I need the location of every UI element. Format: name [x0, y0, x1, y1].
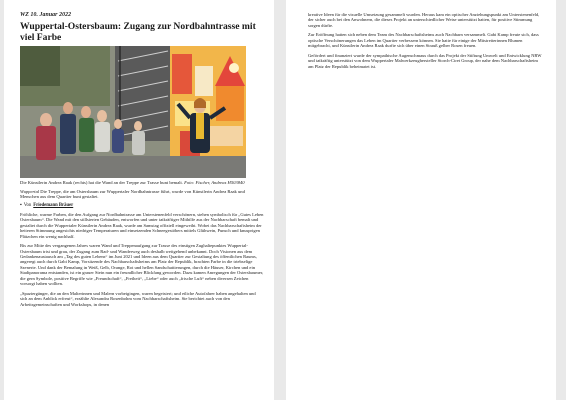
author-name-link[interactable]: Friedemann Bräuer [33, 202, 74, 208]
author-prefix: Von [23, 202, 32, 208]
article-headline: Wuppertal-Ostersbaum: Zugang zur Nordbahntrasse mit viel Farbe [20, 21, 256, 43]
article-paragraph: kreative Ideen für die visuelle Umsetzung gesammelt wurden. Heraus kam ein optischer Anziehungspunkt am Unterstenenfeld, der sicher auch bei den Anwohnern, die dieses Projekt an unterschiedlicher Weise unterstützt hatten, für positive Stimmung sorgen dürfte. [308, 12, 540, 28]
article-lead [20, 189, 264, 200]
article-paragraph: Zur Eröffnung hatten sich neben dem Team des Nachbarschaftsheims auch Nachbarn versammelt. Gabi Kamp freute sich, dass optische Verschönerungen das Leben im Quartier verbessern können. Sie hatte für einige der Mitstreiterinnen Blumen mitgebracht, und Künstlerin Andrea Raak durfte sich über einen Strauß gelber Rosen freuen. [308, 32, 539, 49]
article-paragraph: „Spaziergänger, die an den Malterinnen und Malern vorbeigingen, waren begeistert; und etliche Autofahrer haben angehalten und sich an dem Anblick erfreut“, erzählte Alexandra Rosenbohm vom Nachbarschaftsheim. Sie berichtet auch von den Arbeitsgemeinschaften und Workshops, in denen [20, 290, 256, 307]
newspaper-date: WZ 10. Januar 2022 [20, 12, 72, 18]
article-paragraph: Gefördert und finanziert wurde der sympathische Augenschmaus durch das Projekt der Stiftung Umwelt und Entwicklung NRW und tatkräftig unterstützt von dem Wuppertaler Malwerkzeughersteller Storch-Ciret Group, der nahe dem Nachbarschaftsheim am Platz der Republik beheimatet ist. [308, 52, 542, 69]
article-lead-text: Die Treppe, die am Ostersbaum zur Wuppertaler Nordbahntrasse führt, wurde von Künstlerin Andrea Raak und Menschen aus dem Quartier bunt gestaltet. [20, 188, 245, 200]
photo-caption [20, 180, 264, 186]
article-paragraph: Bis zur Mitte des vergangenen Jahres waren Wand und Treppenaufgang zur Trasse des einstigen Zughaltepunktes Wuppertal-Ostersbaum trist und grau, der Zugang zum Rad- und Wanderweg auch deshalb weitgehend unbekannt. Doch Visionen aus dem Gedankenaustausch am „Tag des guten Lebens“ im Juni 2021 und Ideen aus dem Quartier zur Gestaltung des öffentlichen Raums, angeregt auch durch Gabi Kamp, Vorsitzende des Nachbarschaftsheims am Platz der Republik, brachten Farbe in die triebselige Szenerie. Und dank der Bemalung in Weiß, Gelb, Orange, Rot und hellen Sandschattierungen, durch die Häuser, Kirchen und ein Stadtpanorama entstanden, ist ein grauer Stein nun ein freundlicher Blickfang geworden. Dazu kamen Anregungen der Ostersbaumer, die gern Symbole, positive Begriffe wie „Freundschaft“, „Freiheit“, „Liebe“ oder auch „frische Luft“ neben diversen Zeichen vorsorgt haben wollten. [20, 243, 264, 287]
article-photo [20, 46, 246, 178]
article-paragraph: Fröhliche, warme Farben, die den Aufgang zur Nordbahntrasse am Unterstenenfeld verschönern, stehen symbolisch für „Gutes Leben Ostersbaum“. Die Wand mit den stillsierten Gebäuden, entworfen und unter tatkräftiger Mithilfe aus der Nachbarschaft bemalt und gestaltet durch die Wuppertaler Künstlerin Andrea Raak, wurde am Samstag offiziell eingeweiht. Wobei das Nachbarschaftsheim der heiteren Stimmung angesichts niedriger Temperaturen und einsetzenden Schneegestöbers mittels Glühwein, Punsch und knusprigen Plätzchen ein wenig nachhalf. [20, 211, 264, 239]
author-line [20, 203, 264, 208]
photo-credit: Foto: Fischer, Andreas H503840 [184, 180, 245, 185]
left-page [4, 0, 274, 400]
article-lead-location: Wuppertal [20, 188, 40, 194]
photo-illustration [20, 46, 246, 178]
author-bullet-icon: ▪ [20, 202, 22, 208]
right-page [286, 0, 556, 400]
photo-caption-text: Die Künstlerin Andrea Raak (rechts) hat die Wand an der Treppe zur Trasse bunt bemalt. [20, 180, 183, 185]
